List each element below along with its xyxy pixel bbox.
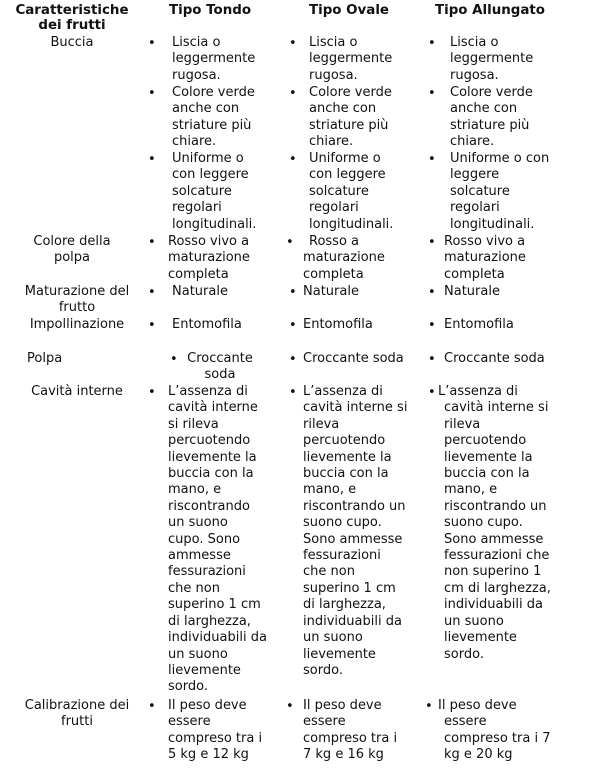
polpa-tondo: Croccante soda	[187, 351, 253, 383]
bullet: •	[428, 235, 436, 250]
colore-polpa-allungato: Rosso vivo a maturazione completa	[444, 234, 526, 282]
bullet: •	[148, 152, 156, 167]
header-tipo-tondo: Tipo Tondo	[169, 3, 252, 18]
row-label-buccia: Buccia	[50, 35, 94, 50]
buccia-ovale-item-1: Liscia o leggermente rugosa.	[309, 35, 393, 83]
bullet: •	[148, 318, 156, 333]
colore-polpa-tondo: Rosso vivo a maturazione completa	[168, 234, 250, 282]
impollinazione-allungato: Entomofila	[444, 317, 514, 332]
bullet: •	[289, 285, 297, 300]
bullet: •	[428, 86, 436, 101]
maturazione-allungato: Naturale	[444, 284, 500, 299]
calibrazione-tondo: Il peso deve essere compreso tra i 5 kg e 12 kg	[168, 698, 263, 763]
bullet: •	[428, 285, 436, 300]
bullet: •	[148, 699, 156, 714]
buccia-ovale-item-2: Colore verde anche con striature più chiare.	[309, 85, 392, 150]
polpa-allungato: Croccante soda	[444, 351, 545, 366]
bullet: •	[148, 36, 156, 51]
buccia-allungato-item-1: Liscia o leggermente rugosa.	[450, 35, 534, 83]
buccia-allungato-item-3: Uniforme o con leggere solcature regolari longitudinali.	[450, 151, 550, 232]
buccia-tondo-item-2: Colore verde anche con striature più chiare.	[172, 85, 255, 150]
bullet: •	[425, 699, 433, 714]
buccia-ovale-item-3: Uniforme o con leggere solcature regolari longitudinali.	[309, 151, 394, 232]
colore-polpa-ovale: Rosso a maturazione completa	[303, 234, 385, 282]
bullet: •	[148, 285, 156, 300]
buccia-tondo-item-1: Liscia o leggermente rugosa.	[172, 35, 256, 83]
header-tipo-allungato: Tipo Allungato	[435, 3, 546, 18]
row-label-maturazione: Maturazione del frutto	[24, 284, 130, 316]
cavita-ovale: L’assenza di cavità interne si rileva percuotendo lievemente la buccia con la mano, e riscontrando un suono cupo. Sono ammesse fessurazioni che non superino 1 cm di larghezza, individuabili da un suono lievemente sordo.	[303, 384, 408, 678]
row-label-impollinazione: Impollinazione	[29, 317, 125, 332]
bullet: •	[289, 318, 297, 333]
bullet: •	[148, 385, 156, 400]
maturazione-ovale: Naturale	[303, 284, 359, 299]
row-label-polpa: Polpa	[27, 351, 63, 366]
row-label-calibrazione: Calibrazione dei frutti	[24, 698, 130, 730]
bullet: •	[286, 699, 294, 714]
row-label-cavita: Cavità interne	[31, 384, 123, 399]
bullet: •	[289, 152, 297, 167]
buccia-allungato-item-2: Colore verde anche con striature più chiare.	[450, 85, 533, 150]
bullet: •	[289, 86, 297, 101]
header-characteristics: Caratteristiche dei frutti	[15, 3, 129, 33]
calibrazione-allungato: Il peso deve essere compreso tra i 7 kg e 20 kg	[438, 698, 551, 763]
bullet: •	[289, 352, 297, 367]
bullet: •	[170, 352, 178, 367]
bullet: •	[428, 36, 436, 51]
cavita-tondo: L’assenza di cavità interne si rileva percuotendo lievemente la buccia con la mano, e riscontrando un suono cupo. Sono ammesse fessurazioni che non superino 1 cm di larghezza, individuabili da un suono lievemente sordo.	[168, 384, 267, 695]
bullet: •	[289, 385, 297, 400]
calibrazione-ovale: Il peso deve essere compreso tra i 7 kg e 16 kg	[303, 698, 398, 763]
polpa-ovale: Croccante soda	[303, 351, 404, 366]
maturazione-tondo: Naturale	[172, 284, 228, 299]
bullet: •	[148, 86, 156, 101]
bullet: •	[286, 235, 294, 250]
buccia-tondo-item-3: Uniforme o con leggere solcature regolari longitudinali.	[172, 151, 257, 232]
bullet: •	[148, 235, 156, 250]
impollinazione-ovale: Entomofila	[303, 317, 373, 332]
row-label-colore-polpa: Colore della polpa	[33, 234, 111, 266]
bullet: •	[428, 318, 436, 333]
header-tipo-ovale: Tipo Ovale	[309, 3, 389, 18]
bullet: •	[289, 36, 297, 51]
bullet: •	[428, 352, 436, 367]
impollinazione-tondo: Entomofila	[172, 317, 242, 332]
bullet: •	[428, 152, 436, 167]
cavita-allungato: L’assenza di cavità interne si rileva percuotendo lievemente la buccia con la mano, e riscontrando un suono cupo. Sono ammesse fessurazioni che non superino 1 cm di larghezza, individuabili da un suono lievemente sordo.	[438, 384, 551, 662]
bullet: •	[428, 385, 436, 400]
